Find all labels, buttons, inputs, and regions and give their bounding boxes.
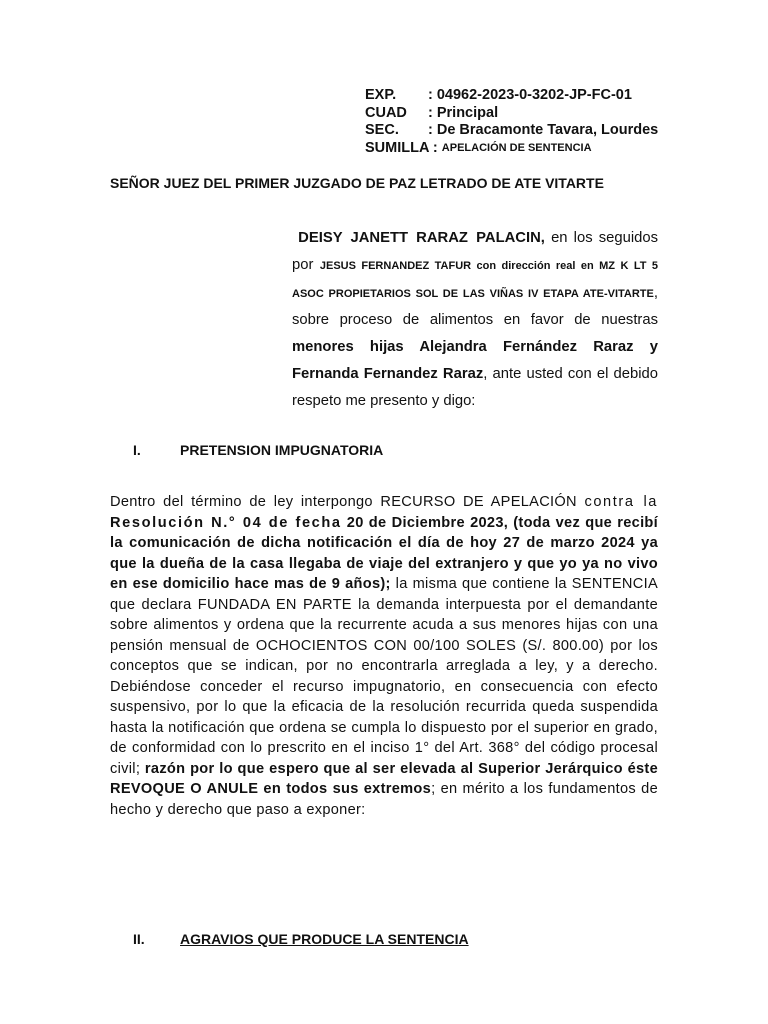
intro-text-1: en los seguidos por [292,230,658,273]
exp-row [365,87,658,105]
sumilla-label: SUMILLA : [365,139,438,156]
cuad-label: CUAD [365,104,407,121]
section-number-2: II. [133,931,145,947]
sec-label: SEC. [365,122,399,138]
appellant-name: DEISY JANETT RARAZ PALACIN, [298,230,545,246]
body-text-1: Dentro del término de ley interpongo RECURSO DE APELACIÓN [110,494,585,510]
resolution-detail: 20 de Diciembre 2023, (toda vez que recibí la comunicación de dicha notificación el día de hoy 27 de marzo 2024 ya que la dueña de la casa llegaba de viaje del extranjero y que yo ya no vivo en ese domicilio hace mas de 9 años); [110,514,658,592]
sec-value: : De Bracamonte Tavara, Lourdes [428,122,659,138]
section-heading-2 [133,931,469,947]
body-paragraph [110,492,658,820]
plaintiff-info: JESUS FERNANDEZ TAFUR con dirección real en MZ K LT 5 ASOC PROPIETARIOS SOL DE LAS VIÑAS IV ETAPA ATE-VITARTE [292,259,658,300]
resolution-ref: Resolución N.° 04 de fecha [110,514,342,531]
intro-text-3: , ante usted con el debido respeto me presento y digo: [292,365,658,409]
exp-value: : 04962-2023-0-3202-JP-FC-01 [428,87,632,103]
sumilla-row [365,140,658,158]
body-text-4: ; en mérito a los fundamentos de hecho y derecho que paso a exponer: [110,781,658,818]
section-number-1: I. [133,442,141,458]
intro-text-2: , sobre proceso de alimentos en favor de nuestras [292,284,658,329]
request-statement: razón por lo que espero que al ser elevada al Superior Jerárquico éste REVOQUE O ANULE en todos sus extremos [110,760,658,797]
section-heading-1 [133,442,383,458]
addressee: SEÑOR JUEZ DEL PRIMER JUZGADO DE PAZ LETRADO DE ATE VITARTE [110,175,604,191]
section-title-1: PRETENSION IMPUGNATORIA [180,442,384,458]
cuad-value: : Principal [428,104,499,121]
case-header [365,87,658,157]
intro-paragraph [292,225,658,415]
sec-row [365,122,658,140]
sumilla-value: APELACIÓN DE SENTENCIA [441,141,592,154]
exp-label: EXP. [365,87,397,103]
section-title-2: AGRAVIOS QUE PRODUCE LA SENTENCIA [180,931,469,947]
body-text-2: contra la [584,494,659,510]
children-names: menores hijas Alejandra Fernández Raraz y Fernanda Fernandez Raraz [292,339,658,382]
cuad-row [365,105,658,123]
body-text-3: la misma que contiene la SENTENCIA que declara FUNDADA EN PARTE la demanda interpuesta por el demandante sobre alimentos y ordena que la recurrente acuda a sus menores hijas con una pensión mensual de OCHOCIENTOS CON 00/100 SOLES (S/. 800.00) por los conceptos que se indican, por no encontrarla arreglada a ley, y a derecho. Debiéndose conceder el recurso impugnatorio, en consecuencia con efecto suspensivo, por lo que la eficacia de la resolución recurrida queda suspendida hasta la notificación que ordena se cumpla lo dispuesto por el superior en grado, de conformidad con lo prescrito en el inciso 1° del Art. 368° del código procesal civil; [110,576,658,777]
